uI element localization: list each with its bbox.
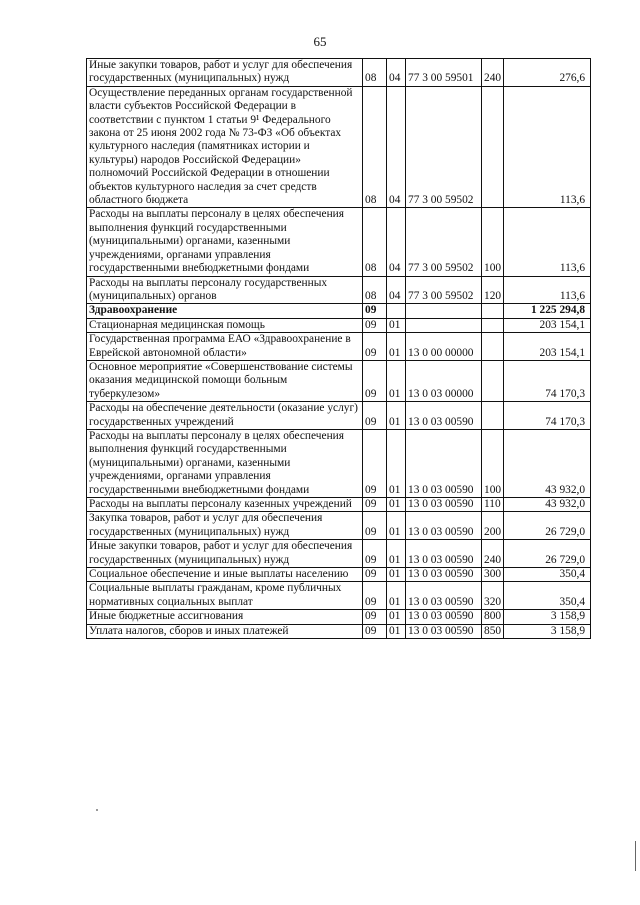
row-amount: 26 729,0 bbox=[504, 540, 591, 568]
row-subsection-code bbox=[387, 304, 406, 318]
table-row bbox=[87, 304, 591, 318]
row-amount: 3 158,9 bbox=[504, 624, 591, 638]
row-expense-type-code: 110 bbox=[482, 498, 504, 512]
row-amount: 203 154,1 bbox=[504, 333, 591, 361]
row-name: Социальное обеспечение и иные выплаты населению bbox=[87, 568, 363, 582]
row-subsection-code: 01 bbox=[387, 360, 406, 401]
table-row bbox=[87, 59, 591, 87]
row-subsection-code: 01 bbox=[387, 402, 406, 430]
row-section-code: 09 bbox=[363, 568, 387, 582]
row-amount: 276,6 bbox=[504, 59, 591, 87]
row-target-item-code: 77 3 00 59501 bbox=[406, 59, 482, 87]
row-subsection-code: 01 bbox=[387, 333, 406, 361]
row-amount: 43 932,0 bbox=[504, 498, 591, 512]
row-amount: 74 170,3 bbox=[504, 360, 591, 401]
row-target-item-code: 13 0 03 00590 bbox=[406, 568, 482, 582]
row-section-code: 09 bbox=[363, 610, 387, 624]
row-expense-type-code: 100 bbox=[482, 208, 504, 276]
row-name: Закупка товаров, работ и услуг для обеспечения государственных (муниципальных) нужд bbox=[87, 512, 363, 540]
row-section-code: 09 bbox=[363, 498, 387, 512]
row-name: Расходы на выплаты персоналу в целях обеспечения выполнения функций государственными (муниципальными) органами, казенными учреждениями, органами управления государственными внебюджетными фондами bbox=[87, 208, 363, 276]
row-amount: 26 729,0 bbox=[504, 512, 591, 540]
table-row bbox=[87, 429, 591, 497]
row-subsection-code: 04 bbox=[387, 59, 406, 87]
row-amount: 74 170,3 bbox=[504, 402, 591, 430]
table-row bbox=[87, 402, 591, 430]
row-amount: 203 154,1 bbox=[504, 318, 591, 332]
row-subsection-code: 01 bbox=[387, 512, 406, 540]
row-name: Осуществление переданных органам государственной власти субъектов Российской Федерации в соответствии с пунктом 1 статьи 9¹ Федерального закона от 25 июня 2002 года № 73-ФЗ «Об объектах культурного наследия (памятниках истории и культуры) народов Российской Федерации» полномочий Российской Федерации в отношении объектов культурного наследия за счет средств областного бюджета bbox=[87, 86, 363, 208]
table-row bbox=[87, 208, 591, 276]
row-section-code: 09 bbox=[363, 318, 387, 332]
row-name: Расходы на выплаты персоналу государственных (муниципальных) органов bbox=[87, 276, 363, 304]
row-expense-type-code: 200 bbox=[482, 512, 504, 540]
row-section-code: 08 bbox=[363, 86, 387, 208]
scan-artifact-dot bbox=[96, 809, 98, 811]
row-name: Расходы на выплаты персоналу в целях обеспечения выполнения функций государственными (муниципальными) органами, казенными учреждениями, органами управления государственными внебюджетными фондами bbox=[87, 429, 363, 497]
table-row bbox=[87, 333, 591, 361]
table-row bbox=[87, 512, 591, 540]
table-row bbox=[87, 360, 591, 401]
row-subsection-code: 04 bbox=[387, 276, 406, 304]
row-section-code: 09 bbox=[363, 360, 387, 401]
row-name: Иные закупки товаров, работ и услуг для обеспечения государственных (муниципальных) нужд bbox=[87, 540, 363, 568]
row-target-item-code: 77 3 00 59502 bbox=[406, 86, 482, 208]
row-section-code: 09 bbox=[363, 333, 387, 361]
row-subsection-code: 01 bbox=[387, 429, 406, 497]
page-number: 65 bbox=[313, 34, 327, 49]
budget-table-body bbox=[87, 59, 591, 639]
row-expense-type-code: 240 bbox=[482, 540, 504, 568]
table-row bbox=[87, 540, 591, 568]
table-row bbox=[87, 318, 591, 332]
row-amount: 1 225 294,8 bbox=[504, 304, 591, 318]
row-subsection-code: 01 bbox=[387, 582, 406, 610]
row-name: Расходы на выплаты персоналу казенных учреждений bbox=[87, 498, 363, 512]
row-name: Расходы на обеспечение деятельности (оказание услуг) государственных учреждений bbox=[87, 402, 363, 430]
row-section-code: 09 bbox=[363, 512, 387, 540]
row-subsection-code: 01 bbox=[387, 610, 406, 624]
row-amount: 43 932,0 bbox=[504, 429, 591, 497]
row-subsection-code: 01 bbox=[387, 498, 406, 512]
row-expense-type-code: 240 bbox=[482, 59, 504, 87]
row-target-item-code: 77 3 00 59502 bbox=[406, 276, 482, 304]
row-name: Социальные выплаты гражданам, кроме публичных нормативных социальных выплат bbox=[87, 582, 363, 610]
row-amount: 350,4 bbox=[504, 568, 591, 582]
row-subsection-code: 04 bbox=[387, 208, 406, 276]
table-row bbox=[87, 582, 591, 610]
row-subsection-code: 01 bbox=[387, 624, 406, 638]
table-row bbox=[87, 610, 591, 624]
row-name: Иные бюджетные ассигнования bbox=[87, 610, 363, 624]
row-target-item-code: 13 0 03 00590 bbox=[406, 624, 482, 638]
row-section-code: 09 bbox=[363, 402, 387, 430]
row-subsection-code: 01 bbox=[387, 318, 406, 332]
budget-table bbox=[86, 58, 591, 639]
row-section-code: 09 bbox=[363, 540, 387, 568]
row-target-item-code bbox=[406, 318, 482, 332]
row-subsection-code: 01 bbox=[387, 540, 406, 568]
row-section-code: 09 bbox=[363, 429, 387, 497]
row-amount: 113,6 bbox=[504, 208, 591, 276]
row-name: Здравоохранение bbox=[87, 304, 363, 318]
table-row bbox=[87, 498, 591, 512]
row-target-item-code: 13 0 03 00590 bbox=[406, 429, 482, 497]
table-row bbox=[87, 624, 591, 638]
row-amount: 350,4 bbox=[504, 582, 591, 610]
table-row bbox=[87, 86, 591, 208]
row-target-item-code: 13 0 03 00590 bbox=[406, 610, 482, 624]
row-target-item-code: 13 0 03 00590 bbox=[406, 498, 482, 512]
table-row bbox=[87, 568, 591, 582]
row-target-item-code: 13 0 03 00590 bbox=[406, 402, 482, 430]
row-subsection-code: 01 bbox=[387, 568, 406, 582]
row-name: Государственная программа ЕАО «Здравоохранение в Еврейской автономной области» bbox=[87, 333, 363, 361]
row-target-item-code: 13 0 03 00590 bbox=[406, 512, 482, 540]
row-expense-type-code: 120 bbox=[482, 276, 504, 304]
row-expense-type-code: 320 bbox=[482, 582, 504, 610]
row-amount: 113,6 bbox=[504, 86, 591, 208]
row-target-item-code: 13 0 03 00590 bbox=[406, 540, 482, 568]
row-expense-type-code: 800 bbox=[482, 610, 504, 624]
row-expense-type-code: 300 bbox=[482, 568, 504, 582]
row-subsection-code: 04 bbox=[387, 86, 406, 208]
row-target-item-code: 13 0 00 00000 bbox=[406, 333, 482, 361]
row-name: Основное мероприятие «Совершенствование системы оказания медицинской помощи больным туберкулезом» bbox=[87, 360, 363, 401]
row-expense-type-code bbox=[482, 318, 504, 332]
row-target-item-code: 13 0 03 00000 bbox=[406, 360, 482, 401]
row-expense-type-code bbox=[482, 333, 504, 361]
row-section-code: 09 bbox=[363, 304, 387, 318]
row-target-item-code: 13 0 03 00590 bbox=[406, 582, 482, 610]
table-row bbox=[87, 276, 591, 304]
row-name: Уплата налогов, сборов и иных платежей bbox=[87, 624, 363, 638]
row-expense-type-code: 850 bbox=[482, 624, 504, 638]
row-section-code: 09 bbox=[363, 582, 387, 610]
row-expense-type-code bbox=[482, 360, 504, 401]
scan-artifact-line bbox=[635, 841, 636, 871]
row-target-item-code bbox=[406, 304, 482, 318]
row-expense-type-code bbox=[482, 304, 504, 318]
row-section-code: 09 bbox=[363, 624, 387, 638]
row-section-code: 08 bbox=[363, 59, 387, 87]
row-expense-type-code: 100 bbox=[482, 429, 504, 497]
row-amount: 3 158,9 bbox=[504, 610, 591, 624]
row-section-code: 08 bbox=[363, 276, 387, 304]
row-amount: 113,6 bbox=[504, 276, 591, 304]
row-target-item-code: 77 3 00 59502 bbox=[406, 208, 482, 276]
row-name: Стационарная медицинская помощь bbox=[87, 318, 363, 332]
row-expense-type-code bbox=[482, 86, 504, 208]
row-section-code: 08 bbox=[363, 208, 387, 276]
row-name: Иные закупки товаров, работ и услуг для обеспечения государственных (муниципальных) нужд bbox=[87, 59, 363, 87]
row-expense-type-code bbox=[482, 402, 504, 430]
